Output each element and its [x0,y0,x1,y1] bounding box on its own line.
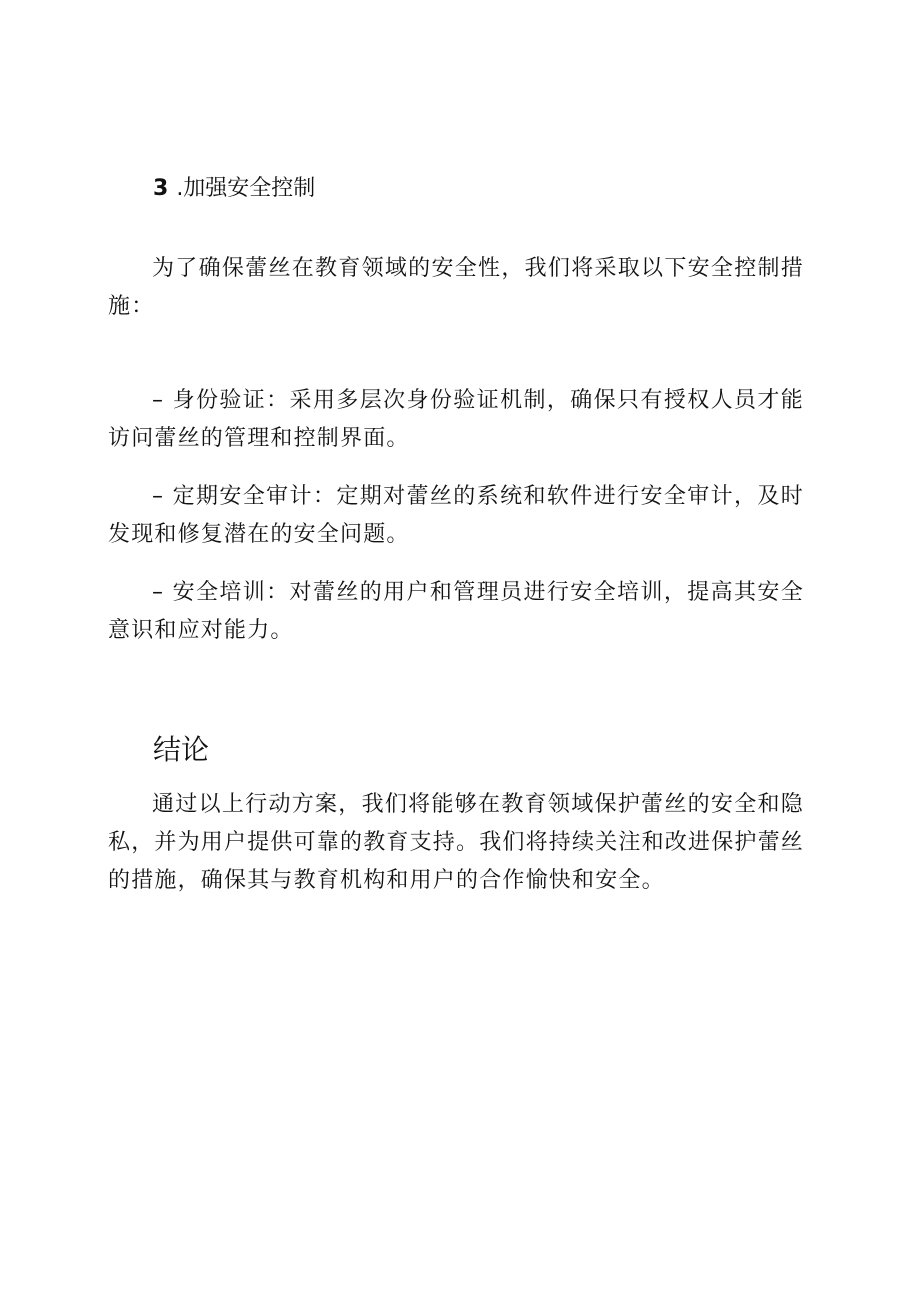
intro-paragraph: 为了确保蕾丝在教育领域的安全性，我们将采取以下安全控制措施： [108,256,804,319]
measure-security-training: – 安全培训：对蕾丝的用户和管理员进行安全培训，提高其安全意识和应对能力。 [108,580,804,643]
conclusion-heading: 结论 [153,733,210,766]
section-title: .加强安全控制 [176,176,316,201]
measure-identity-verification: – 身份验证：采用多层次身份验证机制，确保只有授权人员才能访问蕾丝的管理和控制界面。 [108,388,804,451]
section-heading [153,172,315,206]
conclusion-paragraph: 通过以上行动方案，我们将能够在教育领域保护蕾丝的安全和隐私，并为用户提供可靠的教育支持。我们将持续关注和改进保护蕾丝的措施，确保其与教育机构和用户的合作愉快和安全。 [108,792,805,893]
measure-security-audit: – 定期安全审计：定期对蕾丝的系统和软件进行安全审计，及时发现和修复潜在的安全问题。 [108,484,804,547]
section-number: 3 [153,176,169,201]
